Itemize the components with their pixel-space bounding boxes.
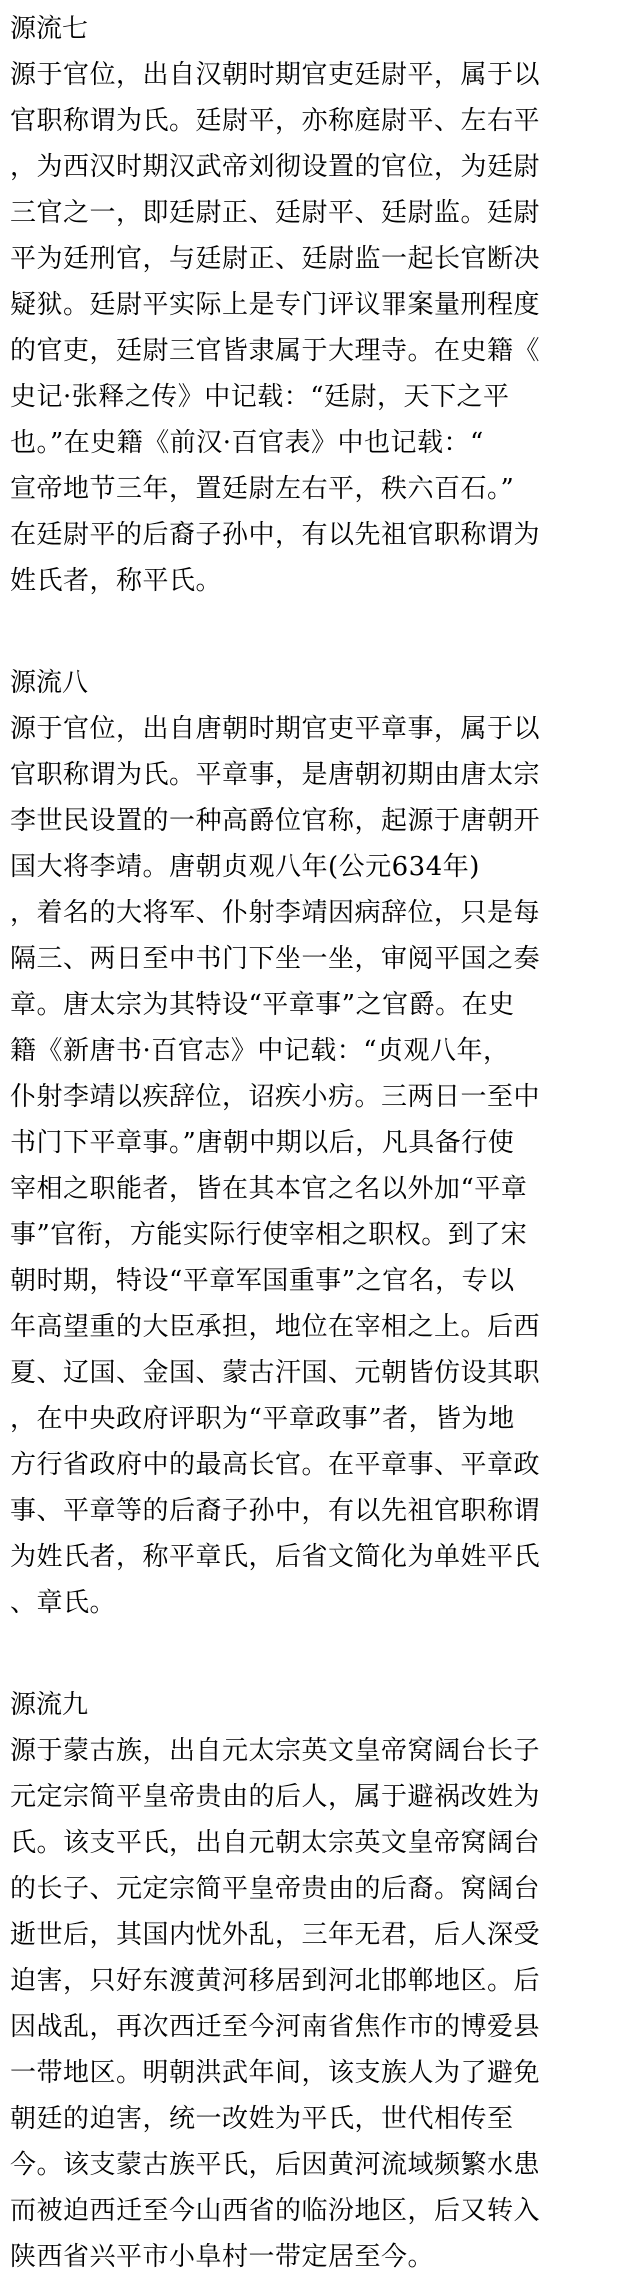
text-line: 源于官位，出自汉朝时期官吏廷尉平，属于以 [10, 60, 541, 90]
text-line: 源于蒙古族，出自元太宗英文皇帝窝阔台长子 [10, 1736, 541, 1766]
text-line: 、章氏。 [10, 1588, 117, 1618]
text-line: 夏、辽国、金国、蒙古汗国、元朝皆仿设其职 [10, 1358, 541, 1388]
section-heading: 源流七 [10, 14, 89, 44]
text-line: 为姓氏者，称平章氏，后省文简化为单姓平氏 [10, 1542, 541, 1572]
text-line: 而被迫西迁至今山西省的临汾地区，后又转入 [10, 2196, 541, 2226]
section-source-8 [10, 660, 634, 1626]
text-line: 事”官衔，方能实际行使宰相之职权。到了宋 [10, 1220, 528, 1250]
section-source-9 [10, 1682, 634, 2280]
text-line: 李世民设置的一种高爵位官称，起源于唐朝开 [10, 806, 541, 836]
text-line: ，在中央政府评职为“平章政事”者，皆为地 [10, 1404, 515, 1434]
text-line: 元定宗简平皇帝贵由的后人，属于避祸改姓为 [10, 1782, 541, 1812]
text-line: 国大将李靖。唐朝贞观八年(公元634年) [10, 852, 480, 882]
text-line: 官职称谓为氏。平章事，是唐朝初期由唐太宗 [10, 760, 541, 790]
text-line: 一带地区。明朝洪武年间，该支族人为了避免 [10, 2058, 541, 2088]
text-line: 朝时期，特设“平章军国重事”之官名，专以 [10, 1266, 515, 1296]
text-line: 今。该支蒙古族平氏，后因黄河流域频繁水患 [10, 2150, 541, 2180]
text-line: 方行省政府中的最高长官。在平章事、平章政 [10, 1450, 541, 1480]
section-heading: 源流九 [10, 1690, 89, 1720]
text-line: 史记·张释之传》中记载：“廷尉，天下之平 [10, 382, 510, 412]
text-line: ，为西汉时期汉武帝刘彻设置的官位，为廷尉 [10, 152, 541, 182]
text-line: 平为廷刑官，与廷尉正、廷尉监一起长官断决 [10, 244, 541, 274]
text-line: 疑狱。廷尉平实际上是专门评议罪案量刑程度 [10, 290, 541, 320]
text-line: 事、平章等的后裔子孙中，有以先祖官职称谓 [10, 1496, 541, 1526]
text-line: 朝廷的迫害，统一改姓为平氏，世代相传至 [10, 2104, 514, 2134]
text-line: 氏。该支平氏，出自元朝太宗英文皇帝窝阔台 [10, 1828, 541, 1858]
text-line: 也。”在史籍《前汉·百官表》中也记载：“ [10, 428, 484, 458]
text-line: 宰相之职能者，皆在其本官之名以外加“平章 [10, 1174, 528, 1204]
text-line: 书门下平章事。”唐朝中期以后，凡具备行使 [10, 1128, 515, 1158]
text-line: 章。唐太宗为其特设“平章事”之官爵。在史 [10, 990, 515, 1020]
text-line: 迫害，只好东渡黄河移居到河北邯郸地区。后 [10, 1966, 541, 1996]
text-line: 隔三、两日至中书门下坐一坐，审阅平国之奏 [10, 944, 541, 974]
text-line: 源于官位，出自唐朝时期官吏平章事，属于以 [10, 714, 541, 744]
text-line: 的官吏，廷尉三官皆隶属于大理寺。在史籍《 [10, 336, 541, 366]
text-line: 官职称谓为氏。廷尉平，亦称庭尉平、左右平 [10, 106, 541, 136]
text-line: 籍《新唐书·百官志》中记载：“贞观八年， [10, 1036, 510, 1066]
text-line: 因战乱，再次西迁至今河南省焦作市的博爱县 [10, 2012, 541, 2042]
text-line: 的长子、元定宗简平皇帝贵由的后裔。窝阔台 [10, 1874, 541, 1904]
text-line: 在廷尉平的后裔子孙中，有以先祖官职称谓为 [10, 520, 541, 550]
text-line: 宣帝地节三年，置廷尉左右平，秩六百石。” [10, 474, 515, 504]
text-line: 年高望重的大臣承担，地位在宰相之上。后西 [10, 1312, 541, 1342]
text-line: 陕西省兴平市小阜村一带定居至今。 [10, 2242, 435, 2272]
text-line: 逝世后，其国内忧外乱，三年无君，后人深受 [10, 1920, 541, 1950]
text-line: 仆射李靖以疾辞位，诏疾小疠。三两日一至中 [10, 1082, 541, 1112]
section-heading: 源流八 [10, 668, 89, 698]
text-line: 姓氏者，称平氏。 [10, 566, 223, 596]
section-source-7 [10, 6, 634, 604]
text-line: 三官之一，即廷尉正、廷尉平、廷尉监。廷尉 [10, 198, 541, 228]
text-line: ，着名的大将军、仆射李靖因病辞位，只是每 [10, 898, 541, 928]
